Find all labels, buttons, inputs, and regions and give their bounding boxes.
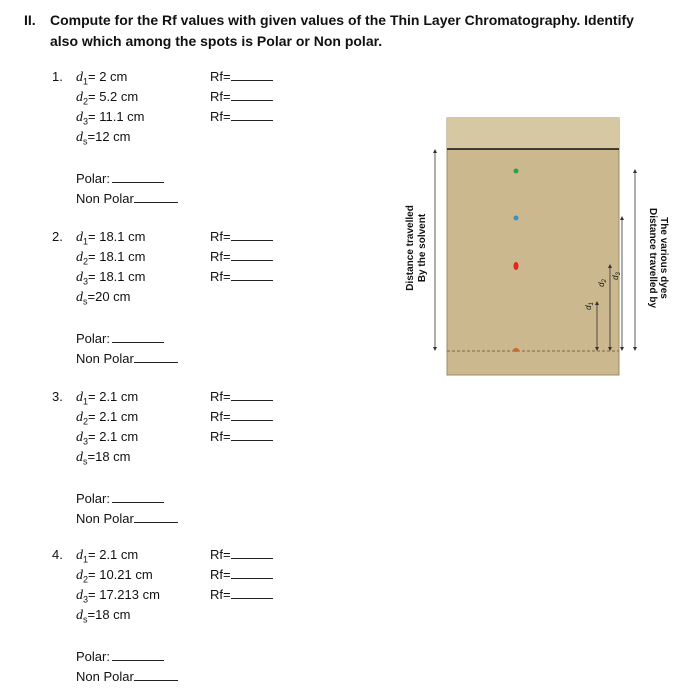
rf-answer-field[interactable]: Rf= (210, 227, 273, 247)
rf-answer-field[interactable]: Rf= (210, 545, 273, 565)
tlc-diagram (392, 108, 672, 378)
solvent-front-region (447, 118, 619, 149)
rf-answer-field[interactable]: Rf= (210, 427, 273, 447)
non-polar-answer-field[interactable]: Non Polar (76, 667, 178, 687)
instructions-text: Compute for the Rf values with given values of the Thin Layer Chromatography. Identify also which among the spots is Polar or Non polar. (50, 12, 634, 49)
rf-answer-field[interactable]: Rf= (210, 107, 273, 127)
polar-answer-field[interactable]: Polar: (76, 329, 164, 349)
spot-blue (514, 216, 519, 221)
rf-answer-field[interactable]: Rf= (210, 585, 273, 605)
question-number: 1. (52, 69, 63, 84)
distance-value: $d_2= 18.1$ cm (76, 249, 146, 267)
rf-answer-field[interactable]: Rf= (210, 387, 273, 407)
dyes-label-line1: Distance travelled by (647, 207, 658, 309)
solvent-label-line2: By the solvent (417, 213, 428, 283)
tlc-plate (447, 118, 619, 375)
dyes-label-line2: The various dyes (658, 217, 669, 299)
distance-value: $d_1= 2.1$ cm (76, 389, 139, 407)
distance-value: $d_3= 2.1$ cm (76, 429, 139, 447)
distance-value: $d_s=18$ cm (76, 607, 131, 625)
polar-answer-field[interactable]: Polar: (76, 489, 164, 509)
non-polar-answer-field[interactable]: Non Polar (76, 349, 178, 369)
rf-answer-field[interactable]: Rf= (210, 247, 273, 267)
d2-label: $d_2$ (597, 279, 608, 287)
distance-value: $d_2= 5.2$ cm (76, 89, 139, 107)
spot-green (514, 169, 519, 174)
polar-answer-field[interactable]: Polar: (76, 169, 164, 189)
rf-answer-field[interactable]: Rf= (210, 87, 273, 107)
distance-value: $d_1= 2$ cm (76, 69, 128, 87)
rf-answer-field[interactable]: Rf= (210, 565, 273, 585)
rf-answer-field[interactable]: Rf= (210, 407, 273, 427)
distance-value: $d_1= 2.1$ cm (76, 547, 139, 565)
question-number: 2. (52, 229, 63, 244)
non-polar-answer-field[interactable]: Non Polar (76, 509, 178, 529)
spot-red (514, 262, 519, 270)
non-polar-answer-field[interactable]: Non Polar (76, 189, 178, 209)
section-number: II. (24, 12, 36, 28)
distance-value: $d_3= 11.1$ cm (76, 109, 145, 127)
spot-origin (513, 348, 519, 352)
distance-value: $d_3= 17.213$ cm (76, 587, 160, 605)
question-number: 3. (52, 389, 63, 404)
instructions-header (24, 10, 654, 52)
polar-answer-field[interactable]: Polar: (76, 647, 164, 667)
distance-value: $d_s=18$ cm (76, 449, 131, 467)
d1-label: $d_1$ (584, 302, 595, 310)
distance-value: $d_2= 10.21$ cm (76, 567, 153, 585)
distance-value: $d_s=12$ cm (76, 129, 131, 147)
distance-value: $d_3= 18.1$ cm (76, 269, 146, 287)
solvent-label-line1: Distance travelled (405, 205, 416, 291)
distance-value: $d_s=20$ cm (76, 289, 131, 307)
distance-value: $d_1= 18.1$ cm (76, 229, 146, 247)
rf-answer-field[interactable]: Rf= (210, 67, 273, 87)
distance-value: $d_2= 2.1$ cm (76, 409, 139, 427)
d3-label: $d_3$ (611, 272, 622, 280)
rf-answer-field[interactable]: Rf= (210, 267, 273, 287)
question-number: 4. (52, 547, 63, 562)
